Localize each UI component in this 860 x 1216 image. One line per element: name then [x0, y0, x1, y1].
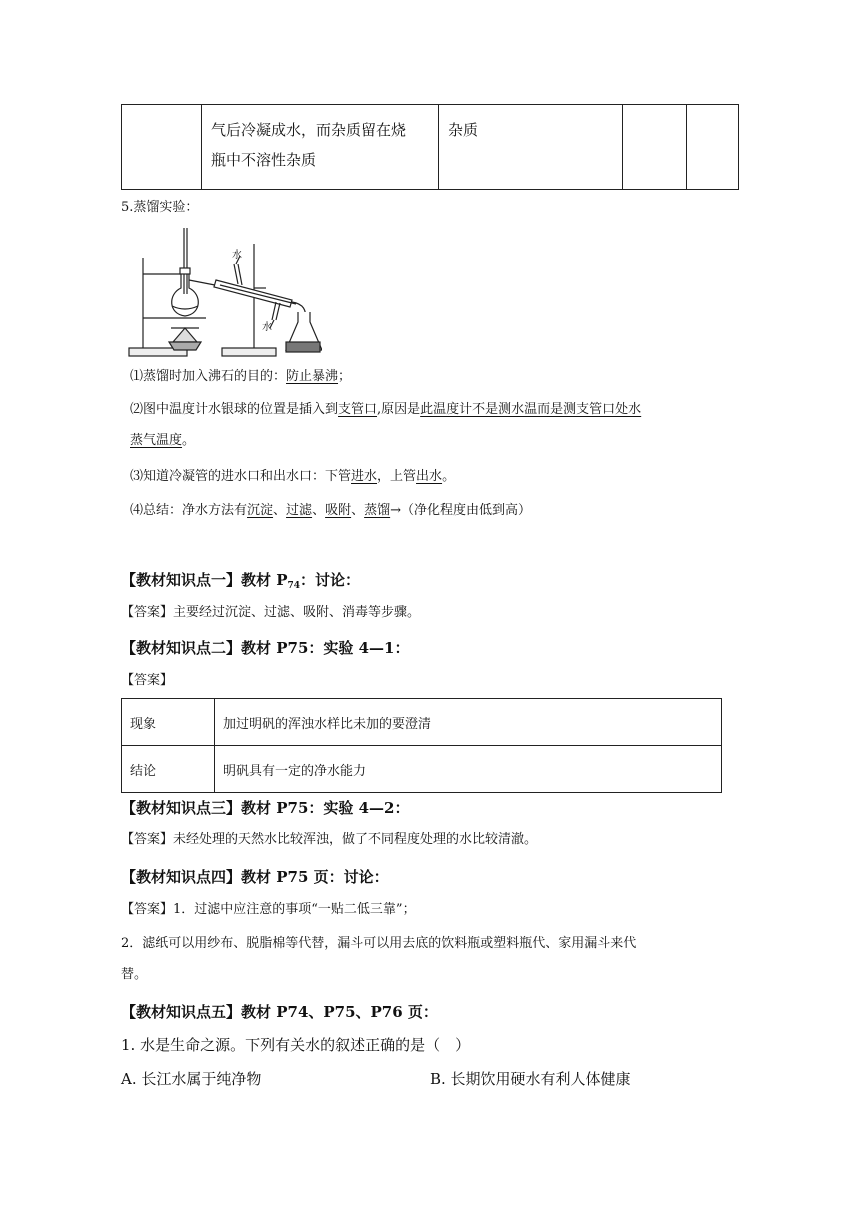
- table-row: [122, 699, 722, 746]
- kp5-option-b: B. 长期饮用硬水有利人体健康: [430, 1070, 631, 1088]
- table-cell-impurity: [439, 105, 623, 190]
- section-heading: 5.蒸馏实验：: [121, 200, 199, 215]
- row-value: 明矾具有一定的净水能力: [215, 746, 722, 793]
- table-cell-empty: [687, 105, 739, 190]
- kp2-title: 【教材知识点二】教材 P75：实验 4—1：: [121, 639, 410, 657]
- distillation-item-2-cont: 蒸气温度。: [130, 433, 196, 448]
- kp3-title: 【教材知识点三】教材 P75：实验 4—2：: [121, 799, 410, 817]
- kp5-title: 【教材知识点五】教材 P74、P75、P76 页：: [121, 1003, 438, 1021]
- answer-blank: 过滤: [286, 503, 313, 518]
- kp4-answer: 【答案】1．过滤中应注意的事项“一贴二低三靠”；: [121, 902, 416, 917]
- answer-blank: 支管口: [338, 402, 378, 417]
- row-value: 加过明矾的浑浊水样比未加的要澄清: [215, 699, 722, 746]
- distillation-item-3: ⑶知道冷凝管的进水口和出水口：下管进水，上管出水。: [130, 469, 456, 484]
- water-out-label: 水: [232, 250, 242, 261]
- answer-blank: 此温度计不是测水温而是测支管口处水: [420, 402, 642, 417]
- cell-line: 气后冷凝成水，而杂质留在烧: [211, 121, 407, 139]
- kp4-line3: 替。: [121, 967, 148, 982]
- table-cell-empty: [623, 105, 687, 190]
- answer-blank: 沉淀: [247, 503, 274, 518]
- row-label: 结论: [122, 746, 215, 793]
- distillation-item-2: ⑵图中温度计水银球的位置是插入到支管口,原因是此温度计不是测水温而是测支管口处水: [130, 402, 642, 417]
- cell-line: 瓶中不溶性杂质: [211, 151, 317, 169]
- water-in-label: 水: [262, 322, 272, 333]
- kp4-line2: 2．滤纸可以用纱布、脱脂棉等代替，漏斗可以用去底的饮料瓶或塑料瓶代、家用漏斗来代: [121, 936, 637, 951]
- answer-blank: 出水: [416, 469, 443, 484]
- kp4-title: 【教材知识点四】教材 P75 页：讨论：: [121, 868, 389, 886]
- row-label: 现象: [122, 699, 215, 746]
- top-table: [121, 104, 739, 190]
- answer-blank: 吸附: [325, 503, 352, 518]
- table-row: [122, 746, 722, 793]
- answer-blank: 防止暴沸: [286, 369, 339, 384]
- distillation-item-1: ⑴蒸馏时加入沸石的目的：防止暴沸；: [130, 369, 352, 384]
- table-cell-empty: [122, 105, 202, 190]
- kp2-answer-label: 【答案】: [121, 673, 174, 688]
- answer-blank: 蒸馏: [364, 503, 391, 518]
- answer-blank: 蒸气温度: [130, 433, 183, 448]
- kp5-option-a: A. 长江水属于纯净物: [121, 1070, 262, 1088]
- distillation-item-4: ⑷总结：净水方法有沉淀、过滤、吸附、蒸馏→（净化程度由低到高）: [130, 503, 532, 518]
- kp3-answer: 【答案】未经处理的天然水比较浑浊，做了不同程度处理的水比较清澈。: [121, 832, 538, 847]
- distillation-apparatus-figure: [126, 224, 322, 360]
- answer-blank: 进水: [351, 469, 378, 484]
- kp1-title: 【教材知识点一】教材 $P_{74}$：讨论：: [121, 571, 361, 591]
- kp1-answer: 【答案】主要经过沉淀、过滤、吸附、消毒等步骤。: [121, 605, 421, 620]
- cell-line: 杂质: [448, 121, 479, 139]
- table-cell-description: [202, 105, 439, 190]
- kp2-answer-table: [121, 698, 722, 793]
- kp5-question: 1. 水是生命之源。下列有关水的叙述正确的是（ ）: [121, 1036, 471, 1054]
